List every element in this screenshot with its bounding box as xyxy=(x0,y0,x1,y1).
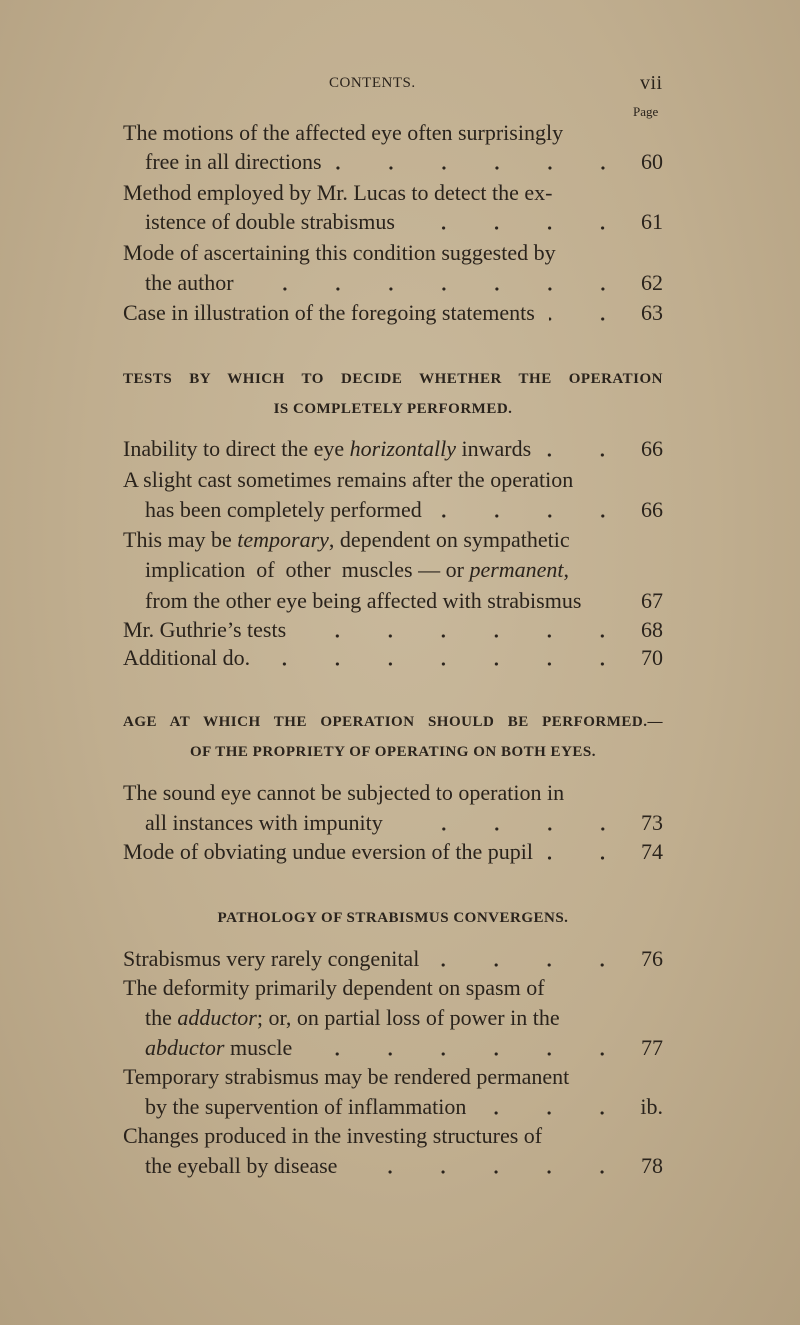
italic-run: horizontally xyxy=(349,436,456,461)
section-subheading: IS COMPLETELY PERFORMED. xyxy=(273,401,513,417)
toc-line xyxy=(123,527,663,553)
entry-text: The sound eye cannot be subjected to operation in xyxy=(123,780,565,805)
toc-line xyxy=(123,300,663,326)
entry-text xyxy=(145,1035,292,1061)
entry-text: all instances with impunity xyxy=(145,810,383,835)
entry-text xyxy=(123,527,570,553)
italic-run: abductor xyxy=(145,1035,225,1060)
page-number: 70 xyxy=(641,645,663,670)
section-heading: AGE AT WHICH THE OPERATION SHOULD BE PERFORMED.— xyxy=(123,714,663,730)
toc-line xyxy=(123,467,663,493)
italic-run: permanent xyxy=(469,557,564,582)
page-number: 76 xyxy=(641,946,663,971)
entry-text: istence of double strabismus xyxy=(145,209,395,234)
entry-text: Mode of ascertaining this condition suggested by xyxy=(123,240,556,265)
text-run: inwards xyxy=(455,436,532,461)
dot-leader xyxy=(351,1170,629,1174)
dot-leader xyxy=(409,226,629,230)
text-run: muscle xyxy=(224,1035,293,1060)
entry-text: Temporary strabismus may be rendered permanent xyxy=(123,1064,570,1089)
entry-text: Strabismus very rarely congenital xyxy=(123,946,420,971)
toc-line xyxy=(123,946,663,972)
toc-line xyxy=(145,557,663,583)
entry-text xyxy=(145,1005,560,1031)
text-run: , dependent on sympathetic xyxy=(328,527,570,552)
toc-line xyxy=(123,240,663,266)
entry-text xyxy=(145,557,569,583)
dot-leader xyxy=(300,634,629,638)
entry-text: The deformity primarily dependent on spasm of xyxy=(123,975,545,1000)
entry-text: Additional do. xyxy=(123,645,251,670)
page-number: 66 xyxy=(641,497,663,522)
text-run: the xyxy=(145,1005,178,1030)
toc-line xyxy=(145,497,663,523)
dot-leader xyxy=(306,1052,629,1056)
toc-line xyxy=(145,810,663,836)
page-number: 62 xyxy=(641,270,663,295)
text-run: ; or, on partial loss of power in the xyxy=(256,1005,560,1030)
entry-text: Mr. Guthrie’s tests xyxy=(123,617,287,642)
toc-line xyxy=(123,1064,663,1090)
toc-line xyxy=(123,617,663,643)
dot-leader xyxy=(397,827,629,831)
page-number: 60 xyxy=(641,149,663,174)
entry-text: the eyeball by disease xyxy=(145,1153,338,1178)
toc-line xyxy=(123,839,663,865)
section-heading: PATHOLOGY OF STRABISMUS CONVERGENS. xyxy=(217,910,569,926)
entry-text: A slight cast sometimes remains after the operation xyxy=(123,467,574,492)
toc-line xyxy=(145,1035,663,1061)
entry-text: Changes produced in the investing structures of xyxy=(123,1123,543,1148)
toc-line xyxy=(123,436,663,462)
toc-line xyxy=(145,1153,663,1179)
entry-text xyxy=(123,436,531,462)
toc-line xyxy=(145,1094,663,1120)
toc-line xyxy=(123,1123,663,1149)
toc-line xyxy=(123,120,663,146)
toc-line xyxy=(123,645,663,671)
dot-leader xyxy=(547,856,629,860)
toc-line xyxy=(145,1005,663,1031)
page-number: 66 xyxy=(641,436,663,461)
dot-leader xyxy=(480,1111,629,1115)
page-number: 74 xyxy=(641,839,663,864)
dot-leader xyxy=(433,963,629,967)
italic-run: adductor xyxy=(177,1005,257,1030)
entry-text: from the other eye being affected with strabismus xyxy=(145,588,582,613)
page-number: 63 xyxy=(641,300,663,325)
entry-text: Method employed by Mr. Lucas to detect the ex- xyxy=(123,180,553,205)
dot-leader xyxy=(436,514,629,518)
entry-text: free in all directions xyxy=(145,149,322,174)
entry-text: Case in illustration of the foregoing statements xyxy=(123,300,535,325)
text-run: implication of other muscles — or xyxy=(145,557,470,582)
page-number: 61 xyxy=(641,209,663,234)
toc-line xyxy=(145,588,663,614)
entry-text: by the supervention of inflammation xyxy=(145,1094,467,1119)
toc-line xyxy=(145,209,663,235)
entry-text: has been completely performed xyxy=(145,497,422,522)
page-number: 78 xyxy=(641,1153,663,1178)
page-number: 77 xyxy=(641,1035,663,1060)
dot-leader xyxy=(248,287,629,291)
dot-leader xyxy=(336,166,629,170)
running-title: CONTENTS. xyxy=(329,75,416,91)
entry-text: the author xyxy=(145,270,234,295)
toc-line xyxy=(145,270,663,296)
text-run: , xyxy=(563,557,570,582)
page-number: 67 xyxy=(641,588,663,613)
page-number: 68 xyxy=(641,617,663,642)
toc-line xyxy=(123,180,663,206)
toc-line xyxy=(123,780,663,806)
entry-text: Mode of obviating undue eversion of the pupil xyxy=(123,839,533,864)
dot-leader xyxy=(264,662,629,666)
dot-leader xyxy=(545,453,629,457)
page-number: 73 xyxy=(641,810,663,835)
toc-line xyxy=(145,149,663,175)
entry-text: The motions of the affected eye often surprisingly xyxy=(123,120,564,145)
section-heading: TESTS BY WHICH TO DECIDE WHETHER THE OPERATION xyxy=(123,371,663,387)
text-run: This may be xyxy=(123,527,238,552)
section-subheading: OF THE PROPRIETY OF OPERATING ON BOTH EYES. xyxy=(190,744,596,760)
italic-run: temporary xyxy=(237,527,329,552)
page-column-label: Page xyxy=(633,104,659,119)
page-number: ib. xyxy=(640,1094,663,1119)
toc-line xyxy=(123,975,663,1001)
text-run: Inability to direct the eye xyxy=(123,436,350,461)
page-numeral: vii xyxy=(640,72,663,94)
dot-leader xyxy=(549,317,629,321)
